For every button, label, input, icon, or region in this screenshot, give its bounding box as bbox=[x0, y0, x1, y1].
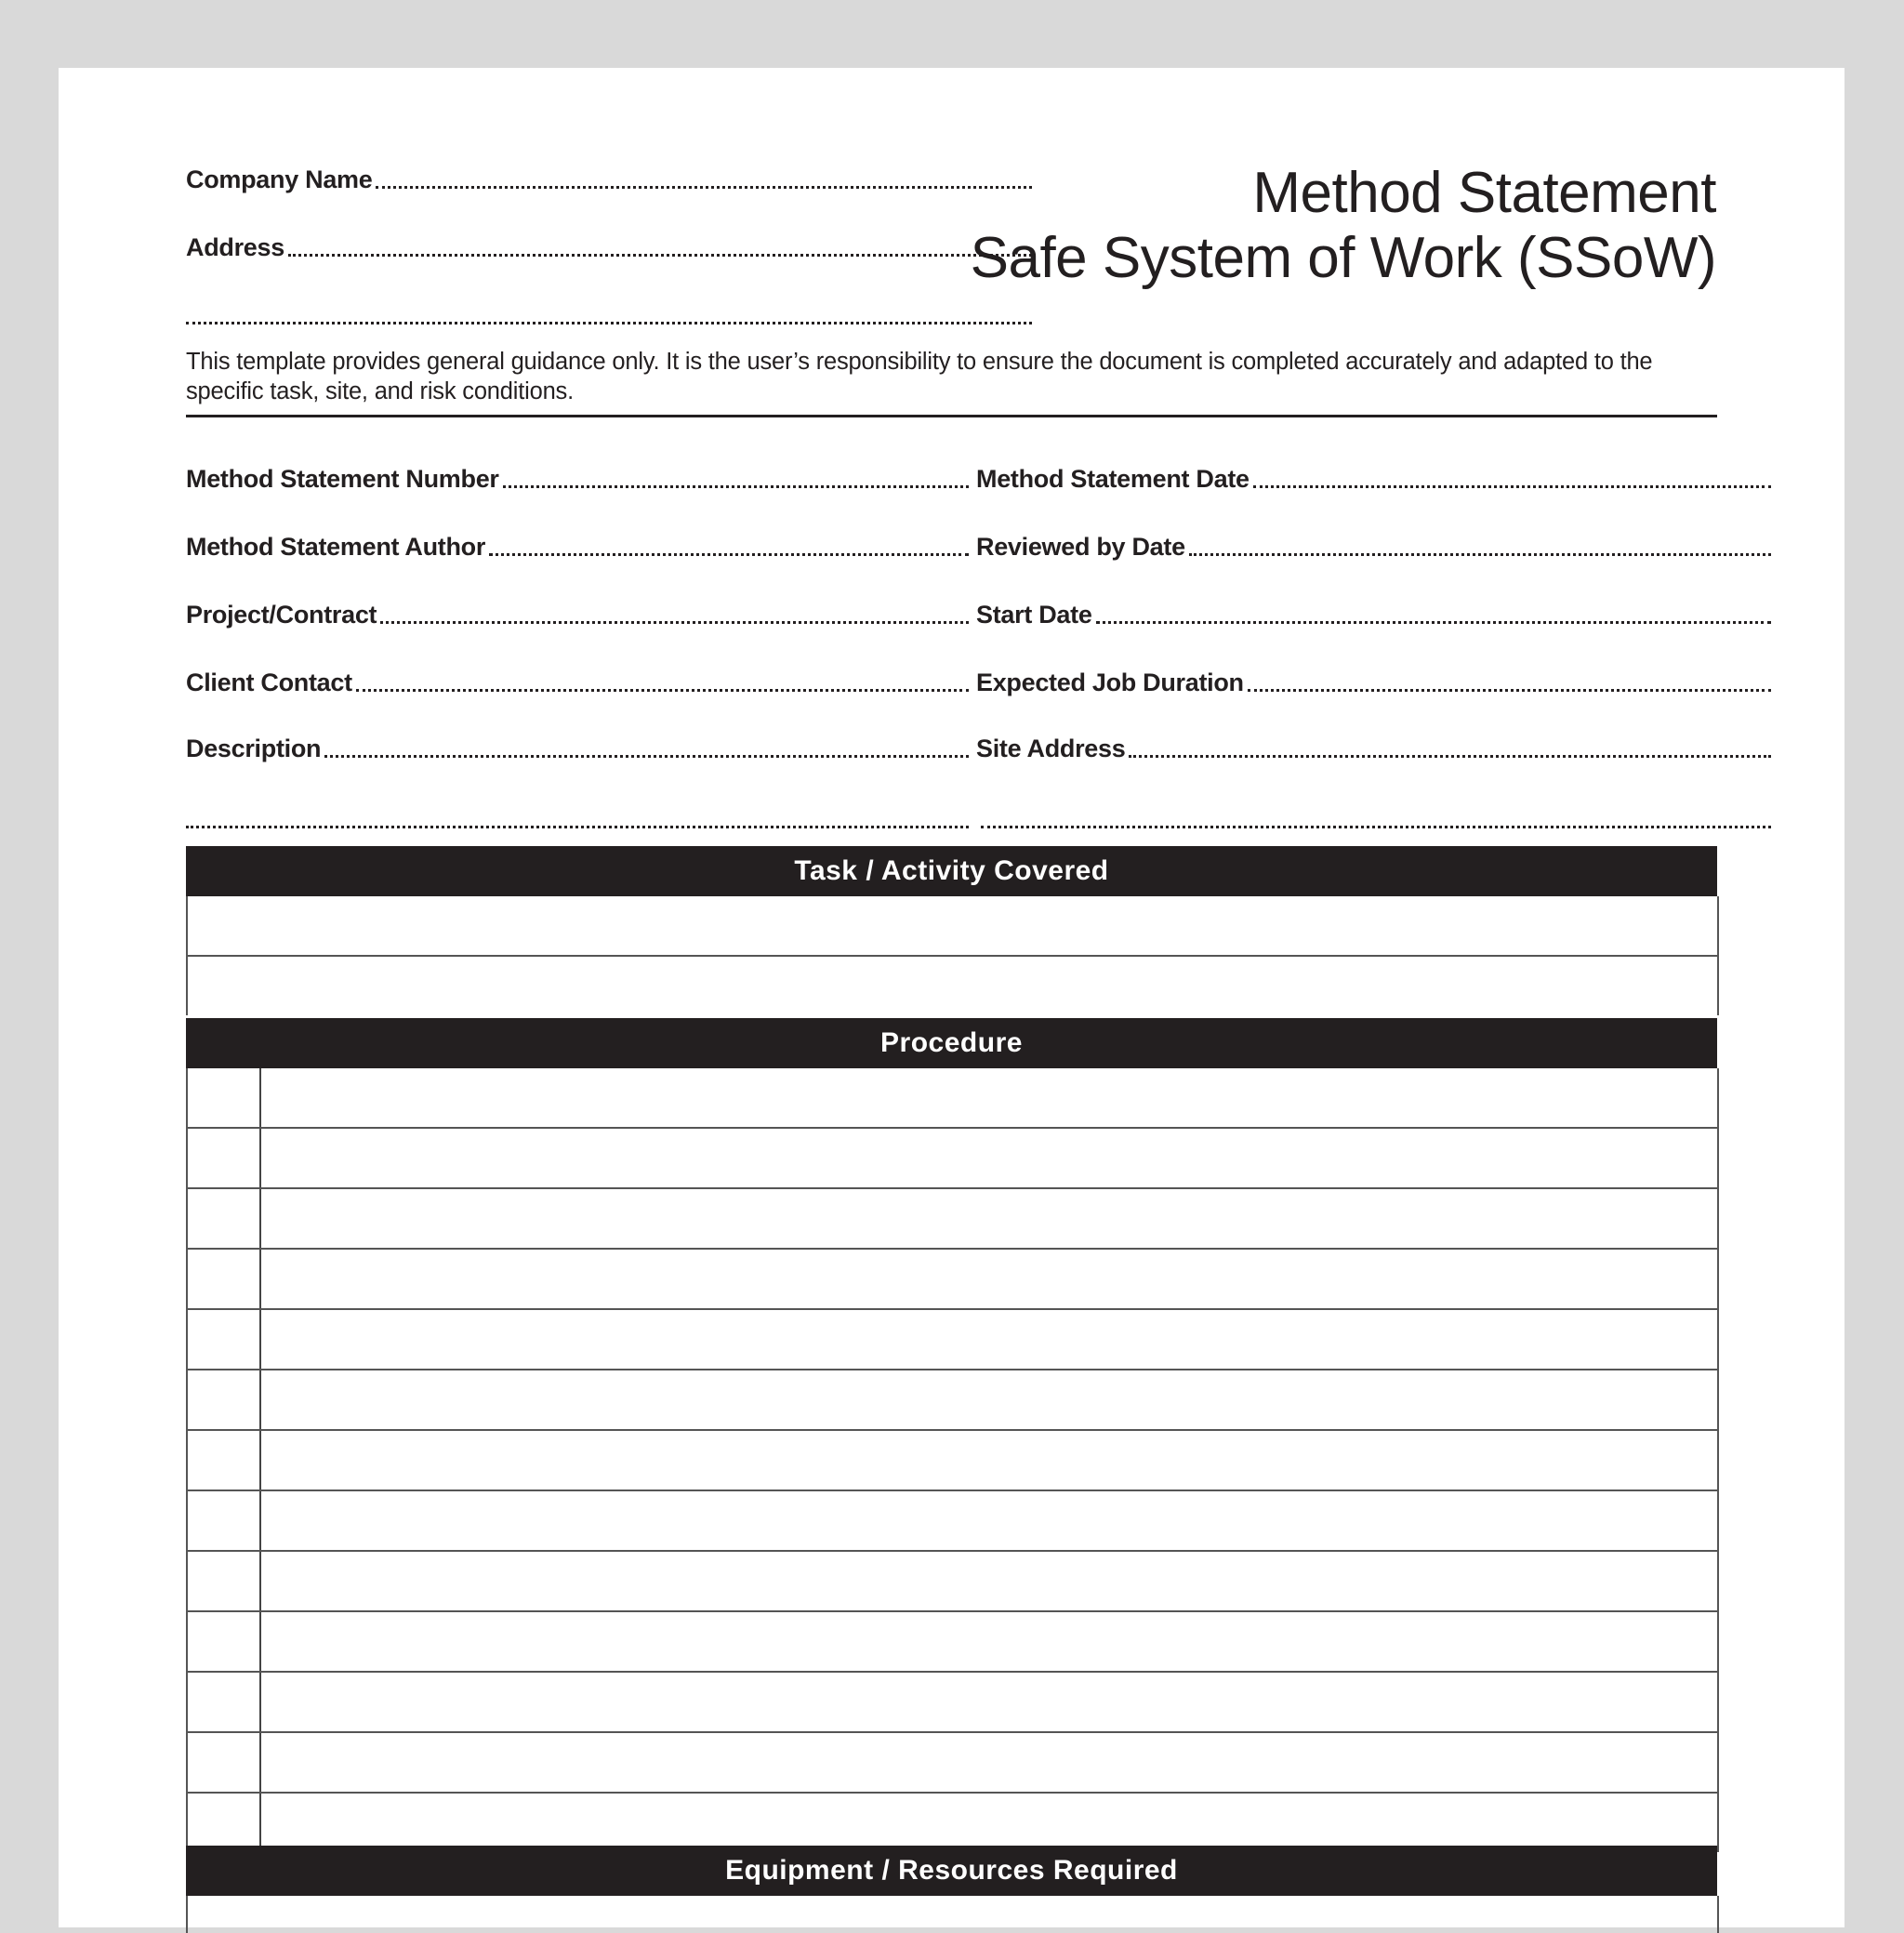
procedure-step-text-cell[interactable] bbox=[261, 1733, 1717, 1792]
address-line-2[interactable] bbox=[186, 298, 1032, 330]
section-header-procedure bbox=[186, 1018, 1717, 1068]
field-expected-job-duration[interactable] bbox=[976, 666, 1771, 697]
task-row[interactable] bbox=[188, 957, 1717, 1015]
field-input-line[interactable] bbox=[981, 826, 1771, 828]
field-label: Method Statement Number bbox=[186, 465, 499, 493]
procedure-row[interactable] bbox=[188, 1250, 1717, 1310]
procedure-step-text-cell[interactable] bbox=[261, 1673, 1717, 1731]
procedure-row[interactable] bbox=[188, 1189, 1717, 1250]
procedure-step-number-cell[interactable] bbox=[188, 1552, 261, 1610]
procedure-step-number-cell[interactable] bbox=[188, 1250, 261, 1308]
procedure-row[interactable] bbox=[188, 1370, 1717, 1431]
address-input-line[interactable] bbox=[288, 254, 1032, 257]
procedure-step-text-cell[interactable] bbox=[261, 1491, 1717, 1550]
procedure-row[interactable] bbox=[188, 1491, 1717, 1552]
task-row[interactable] bbox=[188, 896, 1717, 957]
field-method-statement-number[interactable] bbox=[186, 462, 969, 494]
procedure-step-number-cell[interactable] bbox=[188, 1431, 261, 1489]
field-input-line[interactable] bbox=[503, 485, 969, 488]
field-input-line[interactable] bbox=[380, 621, 969, 624]
field-client-contact[interactable] bbox=[186, 666, 969, 697]
title-line-1: Method Statement bbox=[1252, 161, 1716, 225]
field-description[interactable] bbox=[186, 732, 969, 763]
field-label: Method Statement Author bbox=[186, 533, 486, 561]
procedure-step-number-cell[interactable] bbox=[188, 1794, 261, 1852]
procedure-row[interactable] bbox=[188, 1673, 1717, 1733]
procedure-row[interactable] bbox=[188, 1068, 1717, 1129]
procedure-step-number-cell[interactable] bbox=[188, 1673, 261, 1731]
section-header-equipment bbox=[186, 1846, 1717, 1896]
section-title-equipment: Equipment / Resources Required bbox=[725, 1855, 1178, 1886]
field-method-statement-author[interactable] bbox=[186, 530, 969, 562]
task-table bbox=[186, 896, 1719, 1015]
field-input-line[interactable] bbox=[1189, 553, 1771, 556]
address-label: Address bbox=[186, 233, 284, 261]
company-name-label: Company Name bbox=[186, 165, 373, 193]
field-site-address[interactable] bbox=[976, 732, 1771, 763]
field-method-statement-date[interactable] bbox=[976, 462, 1771, 494]
disclaimer-text: This template provides general guidance only. It is the user’s responsibility to ensure the document is completed accurately and adapted to the specific task, site, and risk conditions. bbox=[186, 349, 1653, 404]
field-label: Expected Job Duration bbox=[976, 669, 1244, 696]
procedure-step-text-cell[interactable] bbox=[261, 1310, 1717, 1369]
procedure-table bbox=[186, 1068, 1719, 1852]
procedure-step-text-cell[interactable] bbox=[261, 1250, 1717, 1308]
procedure-row[interactable] bbox=[188, 1552, 1717, 1612]
section-title-procedure: Procedure bbox=[880, 1027, 1023, 1058]
field-input-line[interactable] bbox=[324, 755, 969, 758]
procedure-step-number-cell[interactable] bbox=[188, 1491, 261, 1550]
field-label: Client Contact bbox=[186, 669, 352, 696]
field-project-contract[interactable] bbox=[186, 598, 969, 629]
field-input-line[interactable] bbox=[1253, 485, 1771, 488]
procedure-step-number-cell[interactable] bbox=[188, 1189, 261, 1248]
task-cell[interactable] bbox=[188, 896, 1717, 955]
section-header-task bbox=[186, 846, 1717, 896]
field-input-line[interactable] bbox=[489, 553, 969, 556]
field-input-line[interactable] bbox=[1248, 689, 1771, 692]
section-title-task: Task / Activity Covered bbox=[794, 855, 1109, 886]
company-name-input-line[interactable] bbox=[376, 186, 1032, 189]
field-reviewed-by-date[interactable] bbox=[976, 530, 1771, 562]
field-input-line[interactable] bbox=[186, 826, 969, 828]
field-label: Reviewed by Date bbox=[976, 533, 1185, 561]
procedure-step-number-cell[interactable] bbox=[188, 1129, 261, 1187]
procedure-step-number-cell[interactable] bbox=[188, 1612, 261, 1671]
field-input-line[interactable] bbox=[356, 689, 969, 692]
field-label: Site Address bbox=[976, 735, 1126, 762]
procedure-row[interactable] bbox=[188, 1794, 1717, 1852]
procedure-step-text-cell[interactable] bbox=[261, 1794, 1717, 1852]
procedure-step-text-cell[interactable] bbox=[261, 1370, 1717, 1429]
field-label: Start Date bbox=[976, 601, 1092, 629]
procedure-row[interactable] bbox=[188, 1129, 1717, 1189]
header-divider bbox=[186, 415, 1717, 417]
field-input-line[interactable] bbox=[1129, 755, 1771, 758]
procedure-step-number-cell[interactable] bbox=[188, 1310, 261, 1369]
field-description-line-2[interactable] bbox=[186, 802, 969, 834]
title-line-2: Safe System of Work (SSoW) bbox=[970, 226, 1716, 290]
procedure-step-text-cell[interactable] bbox=[261, 1068, 1717, 1127]
field-site-address-line-2[interactable] bbox=[981, 802, 1771, 834]
document-page bbox=[59, 68, 1844, 1927]
procedure-step-text-cell[interactable] bbox=[261, 1612, 1717, 1671]
procedure-step-text-cell[interactable] bbox=[261, 1189, 1717, 1248]
equipment-table bbox=[186, 1896, 1719, 1933]
procedure-row[interactable] bbox=[188, 1733, 1717, 1794]
field-label: Description bbox=[186, 735, 322, 762]
procedure-row[interactable] bbox=[188, 1431, 1717, 1491]
address-field[interactable] bbox=[186, 231, 1032, 262]
procedure-row[interactable] bbox=[188, 1310, 1717, 1370]
field-input-line[interactable] bbox=[1096, 621, 1771, 624]
field-start-date[interactable] bbox=[976, 598, 1771, 629]
procedure-step-number-cell[interactable] bbox=[188, 1370, 261, 1429]
procedure-step-number-cell[interactable] bbox=[188, 1068, 261, 1127]
address-input-line-2[interactable] bbox=[186, 322, 1032, 324]
procedure-step-text-cell[interactable] bbox=[261, 1129, 1717, 1187]
company-name-field[interactable] bbox=[186, 163, 1032, 194]
field-label: Method Statement Date bbox=[976, 465, 1250, 493]
procedure-step-number-cell[interactable] bbox=[188, 1733, 261, 1792]
procedure-step-text-cell[interactable] bbox=[261, 1552, 1717, 1610]
field-label: Project/Contract bbox=[186, 601, 377, 629]
procedure-step-text-cell[interactable] bbox=[261, 1431, 1717, 1489]
task-cell[interactable] bbox=[188, 957, 1717, 1015]
procedure-row[interactable] bbox=[188, 1612, 1717, 1673]
